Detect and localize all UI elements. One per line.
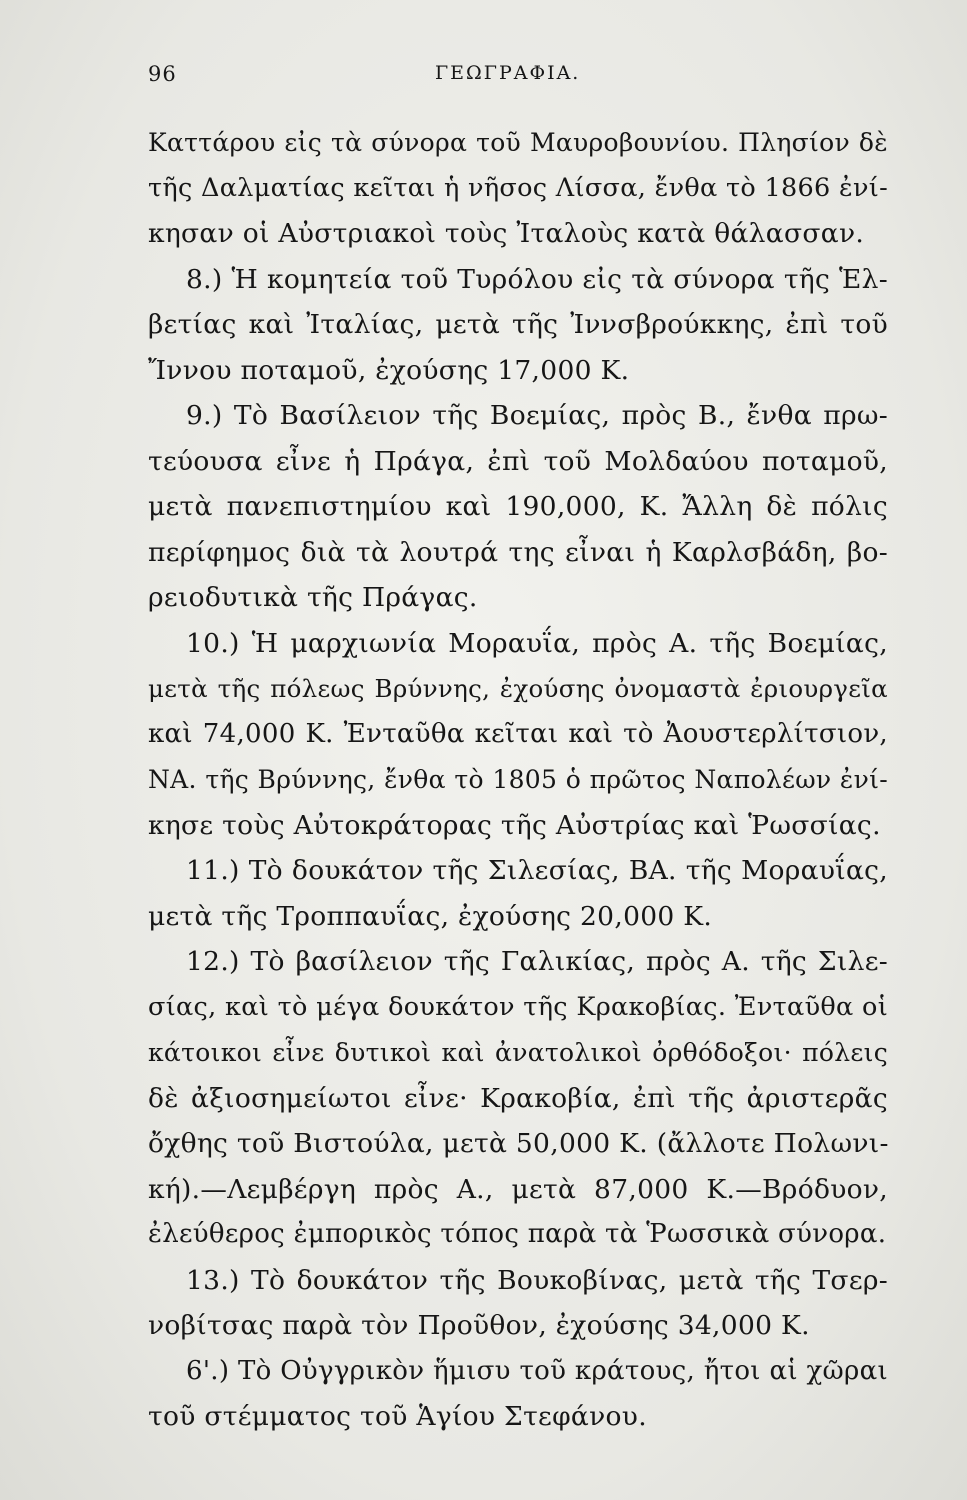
section-13-heading-line: 13.) Τὸ δουκάτον τῆς Βουκοβίνας, μετὰ τῆς Τσερ-: [186, 1264, 888, 1296]
section-8-heading-line: 8.) Ἡ κομητεία τοῦ Τυρόλου εἰς τὰ σύνορα τῆς Ἑλ-: [186, 263, 888, 295]
text-line: τῆς Δαλματίας κεῖται ἡ νῆσος Λίσσα, ἔνθα τὸ 1866 ἐνί-: [148, 172, 888, 203]
section-9-heading-line: 9.) Τὸ Βασίλειον τῆς Βοεμίας, πρὸς Β., ἔνθα πρω-: [186, 400, 888, 431]
running-title: ΓΕΩΓΡΑΦΙΑ.: [435, 62, 581, 84]
page-header: [0, 60, 967, 90]
text-line: νοβίτσας παρὰ τὸν Προῦθον, ἐχούσης 34,000 Κ.: [148, 1310, 810, 1341]
body-text: [148, 120, 888, 1440]
text-line: κησαν οἱ Αὐστριακοὶ τοὺς Ἰταλοὺς κατὰ θάλασσαν.: [148, 218, 865, 249]
text-line: μετὰ τῆς πόλεως Βρύννης, ἐχούσης ὀνομαστὰ ἐριουργεῖα: [148, 674, 888, 703]
text-line: καὶ 74,000 Κ. Ἐνταῦθα κεῖται καὶ τὸ Ἀουστερλίτσιον,: [148, 718, 888, 749]
text-line: μετὰ τῆς Τροππαυΐας, ἐχούσης 20,000 Κ.: [148, 900, 713, 932]
section-10-heading-line: 10.) Ἡ μαρχιωνία Μοραυΐα, πρὸς Α. τῆς Βοεμίας,: [186, 627, 888, 659]
text-line: κησε τοὺς Αὐτοκράτορας τῆς Αὐστρίας καὶ Ῥωσσίας.: [148, 809, 881, 841]
text-line: τοῦ στέμματος τοῦ Ἁγίου Στεφάνου.: [148, 1401, 647, 1432]
text-line: Καττάρου εἰς τὰ σύνορα τοῦ Μαυροβουνίου. Πλησίον δὲ: [148, 128, 888, 157]
text-line: δὲ ἀξιοσημείωτοι εἶνε· Κρακοβία, ἐπὶ τῆς ἀριστερᾶς: [148, 1082, 888, 1114]
text-line: περίφημος διὰ τὰ λουτρά της εἶναι ἡ Καρλσβάδη, βο-: [148, 536, 888, 568]
text-line: ρειοδυτικὰ τῆς Πράγας.: [148, 582, 478, 613]
text-line: ἐλεύθερος ἐμπορικὸς τόπος παρὰ τὰ Ῥωσσικὰ σύνορα.: [148, 1219, 887, 1249]
text-line: Ἴννου ποταμοῦ, ἐχούσης 17,000 Κ.: [148, 354, 630, 386]
text-line: τεύουσα εἶνε ἡ Πράγα, ἐπὶ τοῦ Μολδαύου ποταμοῦ,: [148, 445, 888, 477]
text-line: ΝΑ. τῆς Βρύννης, ἔνθα τὸ 1805 ὁ πρῶτος Ναπολέων ἐνί-: [148, 765, 888, 794]
section-11-heading-line: 11.) Τὸ δουκάτον τῆς Σιλεσίας, ΒΑ. τῆς Μοραυΐας,: [186, 855, 888, 886]
text-line: μετὰ πανεπιστημίου καὶ 190,000, Κ. Ἄλλη δὲ πόλις: [148, 491, 888, 522]
text-line: σίας, καὶ τὸ μέγα δουκάτον τῆς Κρακοβίας. Ἐνταῦθα οἱ: [148, 991, 888, 1022]
section-12-heading-line: 12.) Τὸ βασίλειον τῆς Γαλικίας, πρὸς Α. τῆς Σιλε-: [186, 946, 888, 977]
text-line: κή).—Λεμβέργη πρὸς Α., μετὰ 87,000 Κ.—Βρόδυον,: [148, 1173, 888, 1205]
section-b-heading-line: 6'.) Τὸ Οὐγγρικὸν ἥμισυ τοῦ κράτους, ἤτοι αἱ χῶραι: [186, 1355, 888, 1386]
page-number: 96: [148, 62, 177, 86]
text-line: κάτοικοι εἶνε δυτικοὶ καὶ ἀνατολικοὶ ὀρθόδοξοι· πόλεις: [148, 1038, 888, 1067]
text-line: βετίας καὶ Ἰταλίας, μετὰ τῆς Ἰννσβρούκκης, ἐπὶ τοῦ: [148, 309, 888, 340]
text-line: ὄχθης τοῦ Βιστούλα, μετὰ 50,000 Κ. (ἄλλοτε Πολωνι-: [148, 1128, 889, 1159]
